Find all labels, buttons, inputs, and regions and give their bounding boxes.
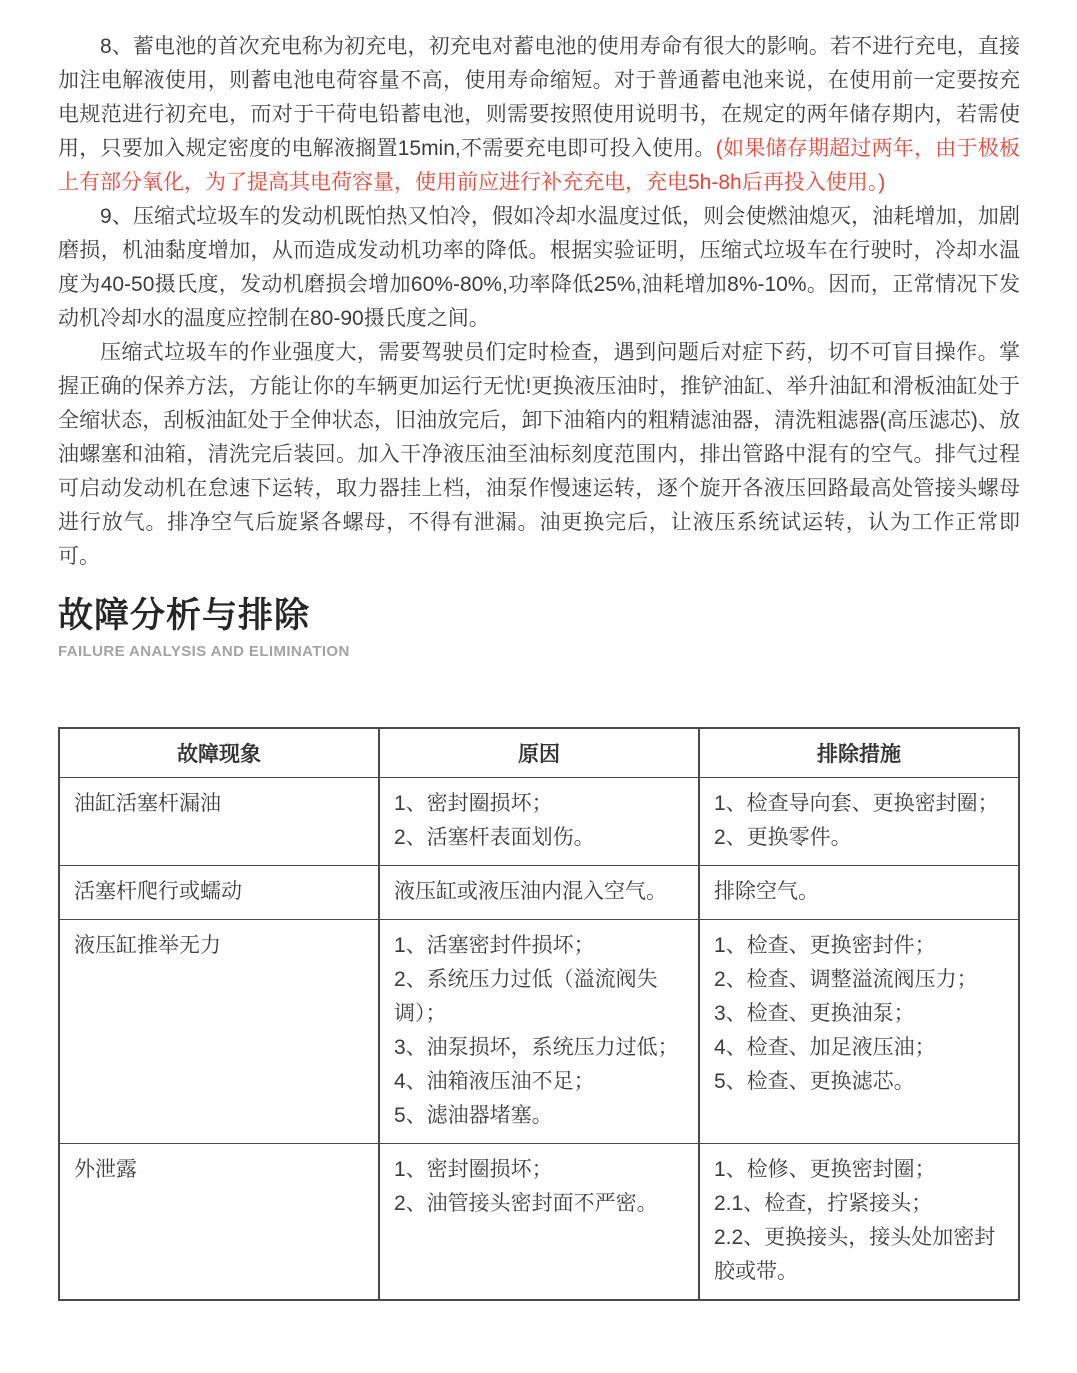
cell-line: 液压缸推举无力 (74, 934, 221, 957)
fault-analysis-table (58, 727, 1020, 1301)
cell-line: 1、活塞密封件损坏； (394, 934, 595, 957)
cell-line: 油缸活塞杆漏油 (74, 792, 221, 815)
cell-line: 活塞杆爬行或蠕动 (74, 880, 242, 903)
cell-line: 3、检查、更换油泵； (714, 1002, 915, 1025)
phenomenon-cell (59, 920, 379, 1144)
solution-cell (699, 778, 1019, 866)
text-segment: 9、压缩式垃圾车的发动机既怕热又怕冷，假如冷却水温度过低，则会使燃油熄灭，油耗增加，加剧磨损，机油黏度增加，从而造成发动机功率的降低。根据实验证明，压缩式垃圾车在行驶时，冷却水温度为40-50摄氏度，发动机磨损会增加60%-80%,功率降低25%,油耗增加8%-10%。因而，正常情况下发动机冷却水的温度应控制在80-90摄氏度之间。 (58, 205, 1020, 330)
cell-line: 1、密封圈损坏； (394, 792, 553, 815)
section-title: 故障分析与排除 (58, 596, 311, 635)
cell-line: 1、密封圈损坏； (394, 1158, 553, 1181)
table-row (59, 920, 1019, 1144)
cell-line: 3、油泵损坏，系统压力过低； (394, 1036, 679, 1059)
column-header: 排除措施 (699, 728, 1019, 778)
cell-line: 2、检查、调整溢流阀压力； (714, 968, 978, 991)
cell-line: 2、油管接头密封面不严密。 (394, 1192, 658, 1215)
text-segment: 8、蓄电池的首次充电称为初充电，初充电对蓄电池的使用寿命有很大的影响。若不进行充电，直接加注电解液使用，则蓄电池电荷容量不高，使用寿命缩短。对于普通蓄电池来说，在使用前一定要按充电规范进行初充电，而对于干荷电铅蓄电池，则需要按照使用说明书，在规定的两年储存期内，若需使用，只要加入规定密度的电解液搁置15min,不需要充电即可投入使用。 (58, 35, 1020, 160)
table-row (59, 866, 1019, 920)
solution-cell (699, 920, 1019, 1144)
paragraph (58, 30, 1020, 200)
paragraph (58, 200, 1020, 336)
cell-line: 2.1、检查，拧紧接头； (714, 1192, 933, 1215)
cell-line: 2、更换零件。 (714, 826, 852, 849)
solution-cell (699, 1144, 1019, 1301)
cause-cell (379, 1144, 699, 1301)
column-header: 原因 (379, 728, 699, 778)
body-text (58, 30, 1020, 574)
solution-cell (699, 866, 1019, 920)
section-heading (58, 594, 1020, 660)
cause-cell (379, 778, 699, 866)
column-header: 故障现象 (59, 728, 379, 778)
cell-line: 1、检查导向套、更换密封圈； (714, 792, 999, 815)
cause-cell (379, 920, 699, 1144)
cell-line: 1、检修、更换密封圈； (714, 1158, 936, 1181)
phenomenon-cell (59, 778, 379, 866)
cause-cell (379, 866, 699, 920)
cell-line: 外泄露 (74, 1158, 137, 1181)
section-subtitle: FAILURE ANALYSIS AND ELIMINATION (58, 643, 350, 660)
cell-line: 2、活塞杆表面划伤。 (394, 826, 595, 849)
table-header-row (59, 728, 1019, 778)
cell-line: 5、滤油器堵塞。 (394, 1104, 553, 1127)
cell-line: 5、检查、更换滤芯。 (714, 1070, 915, 1093)
cell-line: 2、系统压力过低（溢流阀失调）； (394, 968, 658, 1025)
highlighted-text: (如果储存期超过两年，由于极板上有部分氧化，为了提高其电荷容量，使用前应进行补充充电，充电5h-8h后再投入使用。) (58, 137, 1021, 194)
table-row (59, 778, 1019, 866)
cell-line: 液压缸或液压油内混入空气。 (394, 880, 667, 903)
cell-line: 4、检查、加足液压油； (714, 1036, 936, 1059)
cell-line: 4、油箱液压油不足； (394, 1070, 595, 1093)
phenomenon-cell (59, 1144, 379, 1301)
text-segment: 压缩式垃圾车的作业强度大，需要驾驶员们定时检查，遇到问题后对症下药，切不可盲目操作。掌握正确的保养方法，方能让你的车辆更加运行无忧!更换液压油时，推铲油缸、举升油缸和滑板油缸处于全缩状态，刮板油缸处于全伸状态，旧油放完后，卸下油箱内的粗精滤油器，清洗粗滤器(高压滤芯)、放油螺塞和油箱，清洗完后装回。加入干净液压油至油标刻度范围内，排出管路中混有的空气。排气过程可启动发动机在怠速下运转，取力器挂上档，油泵作慢速运转，逐个旋开各液压回路最高处管接头螺母进行放气。排净空气后旋紧各螺母，不得有泄漏。油更换完后，让液压系统试运转，认为工作正常即可。 (58, 341, 1020, 568)
table-row (59, 1144, 1019, 1301)
phenomenon-cell (59, 866, 379, 920)
cell-line: 1、检查、更换密封件； (714, 934, 936, 957)
paragraph (58, 336, 1020, 574)
cell-line: 排除空气。 (714, 880, 819, 903)
cell-line: 2.2、更换接头，接头处加密封胶或带。 (714, 1226, 996, 1283)
